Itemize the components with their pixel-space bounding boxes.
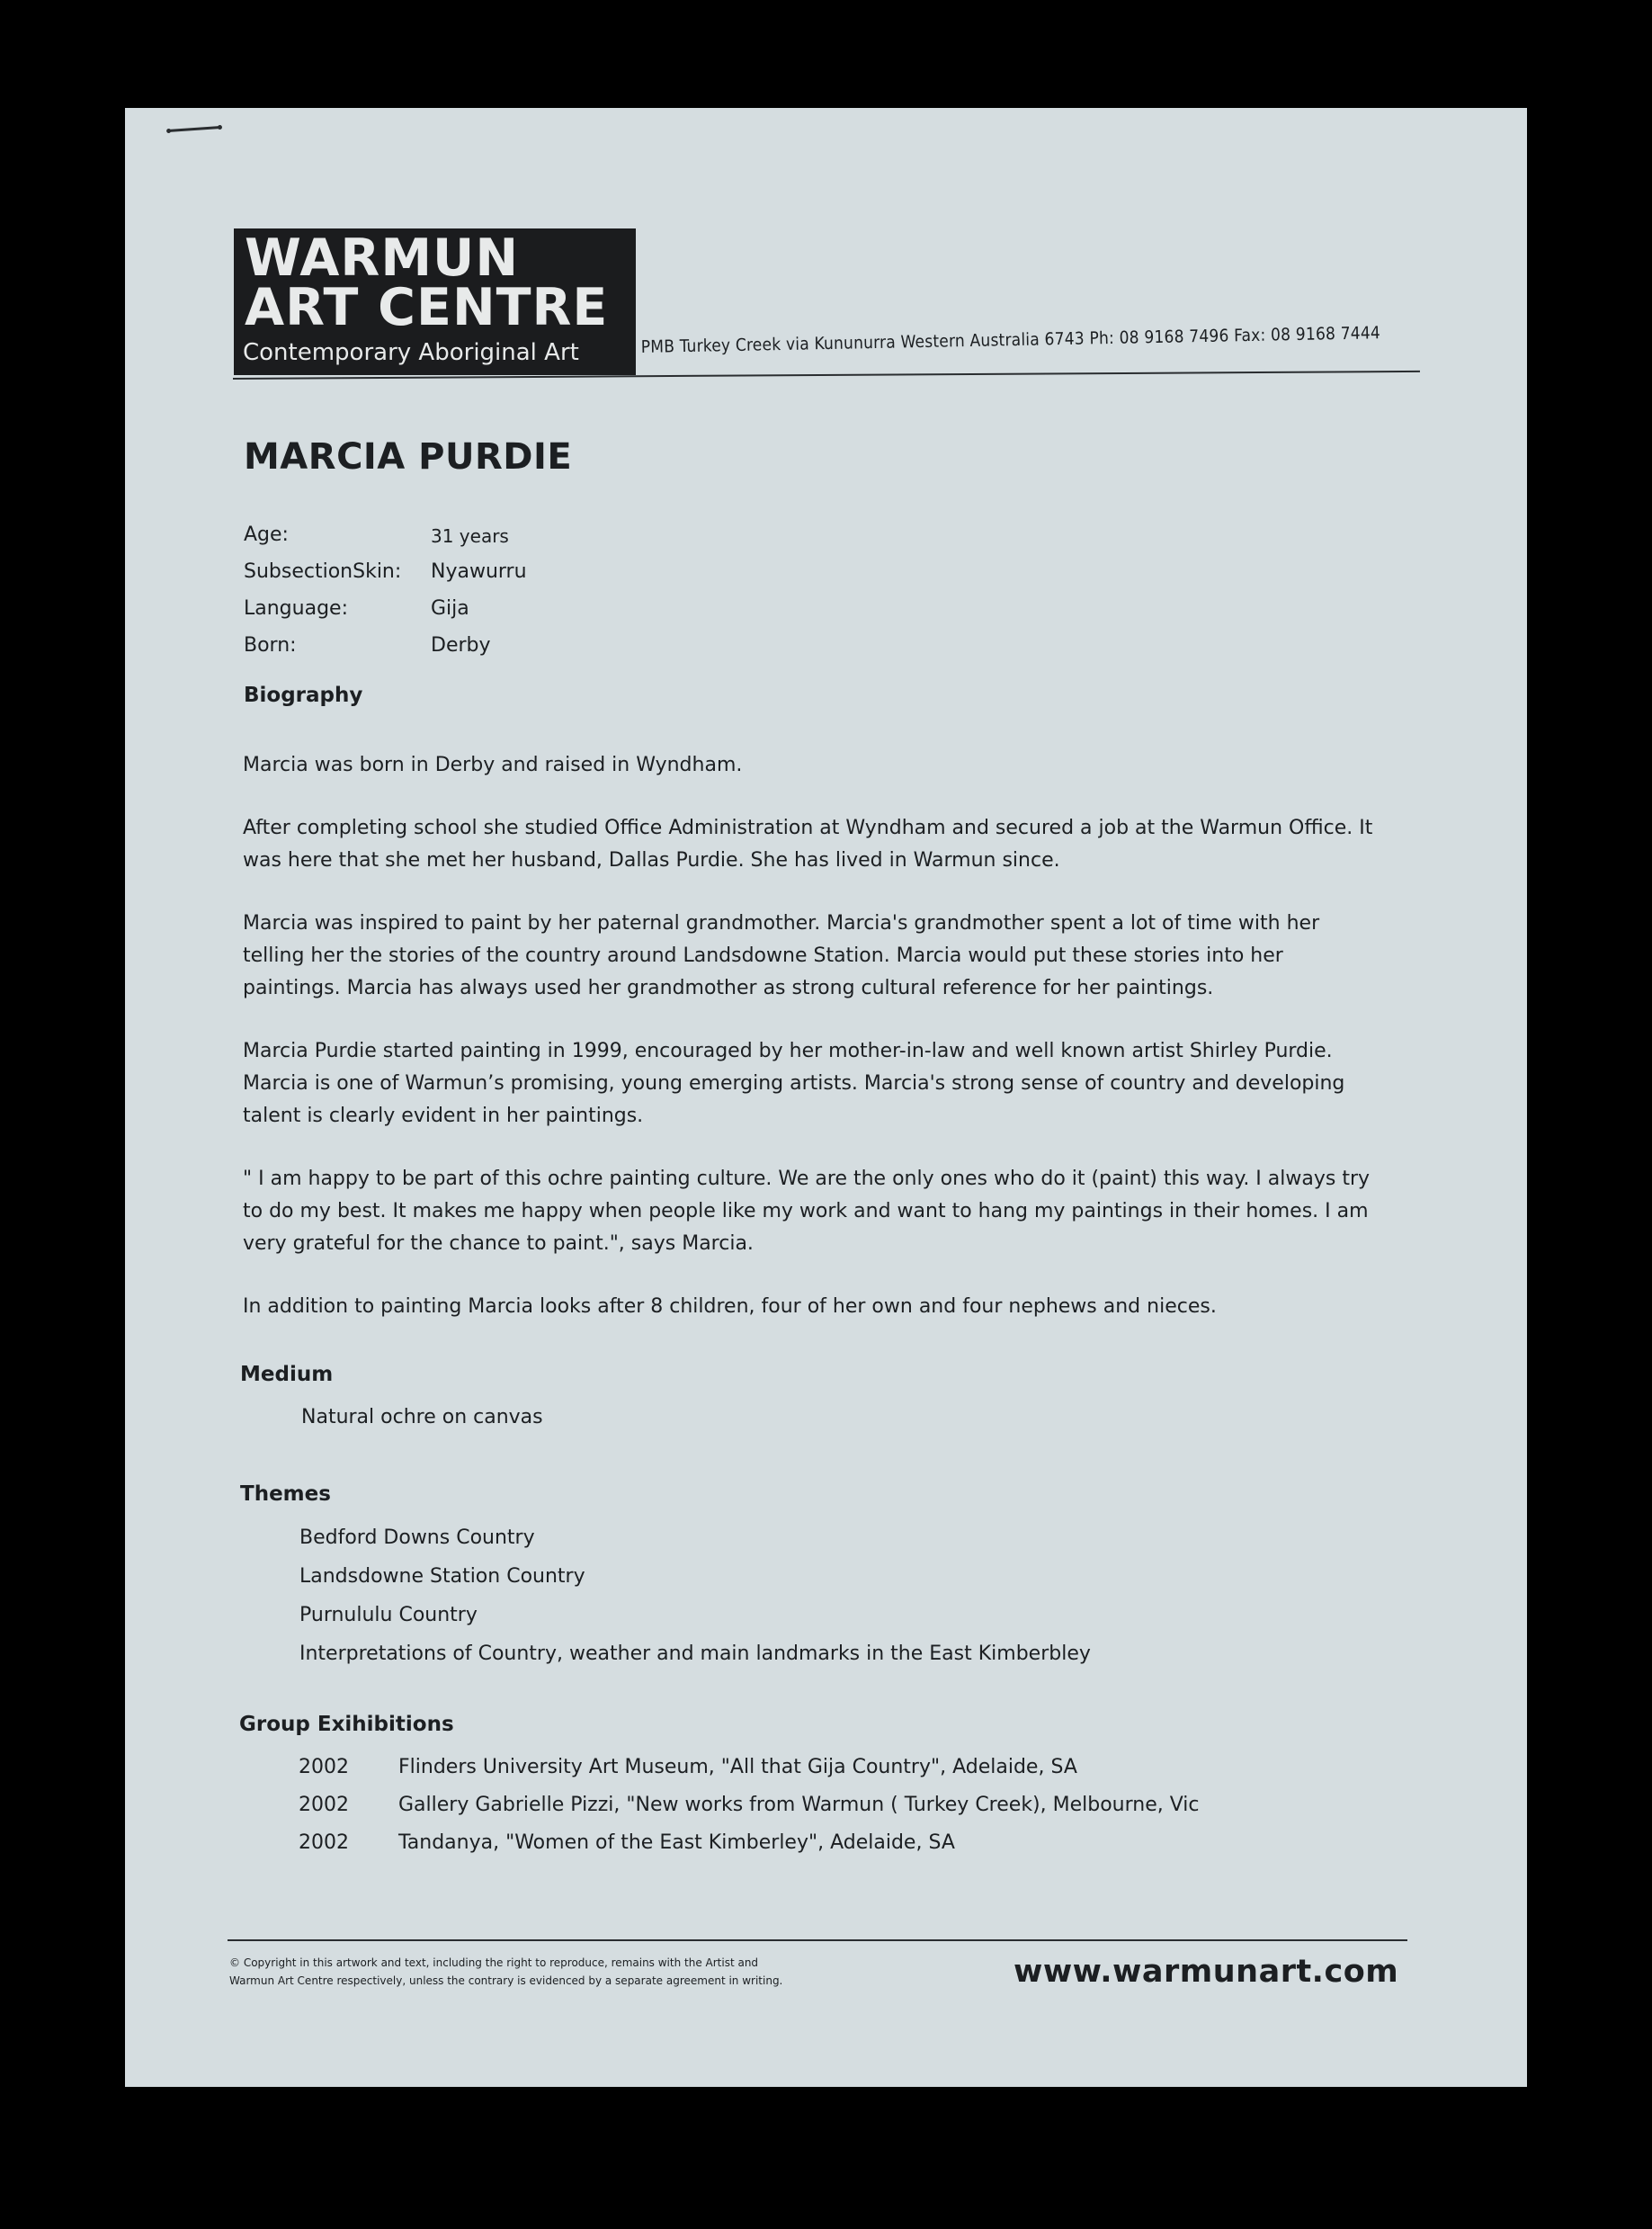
biography-paragraph: After completing school she studied Office Administration at Wyndham and secured a job at the Warmun Office. It was here that she met her husband, Dallas Purdie. She has lived in Warmun since.	[243, 817, 1373, 872]
exhibition-year: 2002	[299, 1831, 349, 1854]
medium-list	[301, 1406, 543, 1445]
theme-item: Purnululu Country	[299, 1604, 478, 1626]
footer-divider	[228, 1939, 1407, 1941]
biography-paragraph: Marcia was born in Derby and raised in Wyndham.	[243, 754, 743, 776]
logo-tagline: Contemporary Aboriginal Art	[243, 339, 579, 366]
exhibition-text: Tandanya, "Women of the East Kimberley", Adelaide, SA	[398, 1831, 955, 1854]
warmun-logo	[234, 228, 636, 375]
fact-value: 31 years	[431, 525, 509, 547]
fact-value: Derby	[431, 634, 491, 657]
copyright-notice	[229, 1954, 859, 1990]
biography-heading: Biography	[244, 684, 363, 707]
document-page	[125, 108, 1527, 2087]
exhibition-text: Gallery Gabrielle Pizzi, "New works from Warmun ( Turkey Creek), Melbourne, Vic	[398, 1794, 1200, 1816]
website-link[interactable]: www.warmunart.com	[1014, 1954, 1399, 1990]
theme-item: Interpretations of Country, weather and main landmarks in the East Kimberbley	[299, 1643, 1091, 1665]
theme-item: Landsdowne Station Country	[299, 1565, 585, 1588]
themes-heading: Themes	[240, 1482, 331, 1506]
fact-label: Born:	[244, 634, 297, 657]
artist-name: MARCIA PURDIE	[244, 436, 573, 478]
contact-address: PMB Turkey Creek via Kununurra Western Australia 6743 Ph: 08 9168 7496 Fax: 08 9168 7444	[640, 323, 1381, 357]
biography-paragraph: Marcia was inspired to paint by her paternal grandmother. Marcia's grandmother spent a lot of time with her telling her the stories of the country around Landsdowne Station. Marcia would put these stories into her paintings. Marcia has always used her grandmother as strong cultural reference for her paintings.	[243, 912, 1320, 999]
exhibition-text: Flinders University Art Museum, "All that Gija Country", Adelaide, SA	[398, 1756, 1077, 1778]
medium-item: Natural ochre on canvas	[301, 1406, 543, 1428]
fact-value: Gija	[431, 597, 469, 620]
fact-label: Age:	[244, 524, 289, 546]
biography-paragraph: Marcia Purdie started painting in 1999, encouraged by her mother-in-law and well known artist Shirley Purdie. Marcia is one of Warmun’s promising, young emerging artists. Marcia's strong sense of country and developing talent is clearly evident in her paintings.	[243, 1040, 1345, 1127]
exhibition-year: 2002	[299, 1756, 349, 1778]
themes-list	[299, 1526, 1091, 1681]
biography-paragraph: In addition to painting Marcia looks after 8 children, four of her own and four nephews and nieces.	[243, 1295, 1217, 1318]
exhibition-year: 2002	[299, 1794, 349, 1816]
logo-line-1: WARMUN	[245, 228, 520, 288]
biography-text	[243, 749, 1376, 1323]
biography-paragraph: " I am happy to be part of this ochre painting culture. We are the only ones who do it (paint) this way. I always try to do my best. It makes me happy when people like my work and want to hang my paintings in their homes. I am very grateful for the chance to paint.", says Marcia.	[243, 1168, 1371, 1255]
exhibitions-heading: Group Exihibitions	[239, 1713, 454, 1736]
copyright-line: Warmun Art Centre respectively, unless the contrary is evidenced by a separate agreement in writing.	[229, 1974, 783, 1987]
medium-heading: Medium	[240, 1363, 334, 1386]
logo-line-2: ART CENTRE	[245, 278, 609, 337]
fact-label: SubsectionSkin:	[244, 560, 402, 583]
fact-label: Language:	[244, 597, 348, 620]
fact-value: Nyawurru	[431, 560, 527, 583]
theme-item: Bedford Downs Country	[299, 1526, 535, 1549]
staple-mark	[168, 124, 220, 133]
copyright-line: © Copyright in this artwork and text, including the right to reproduce, remains with the Artist and	[229, 1956, 759, 1969]
